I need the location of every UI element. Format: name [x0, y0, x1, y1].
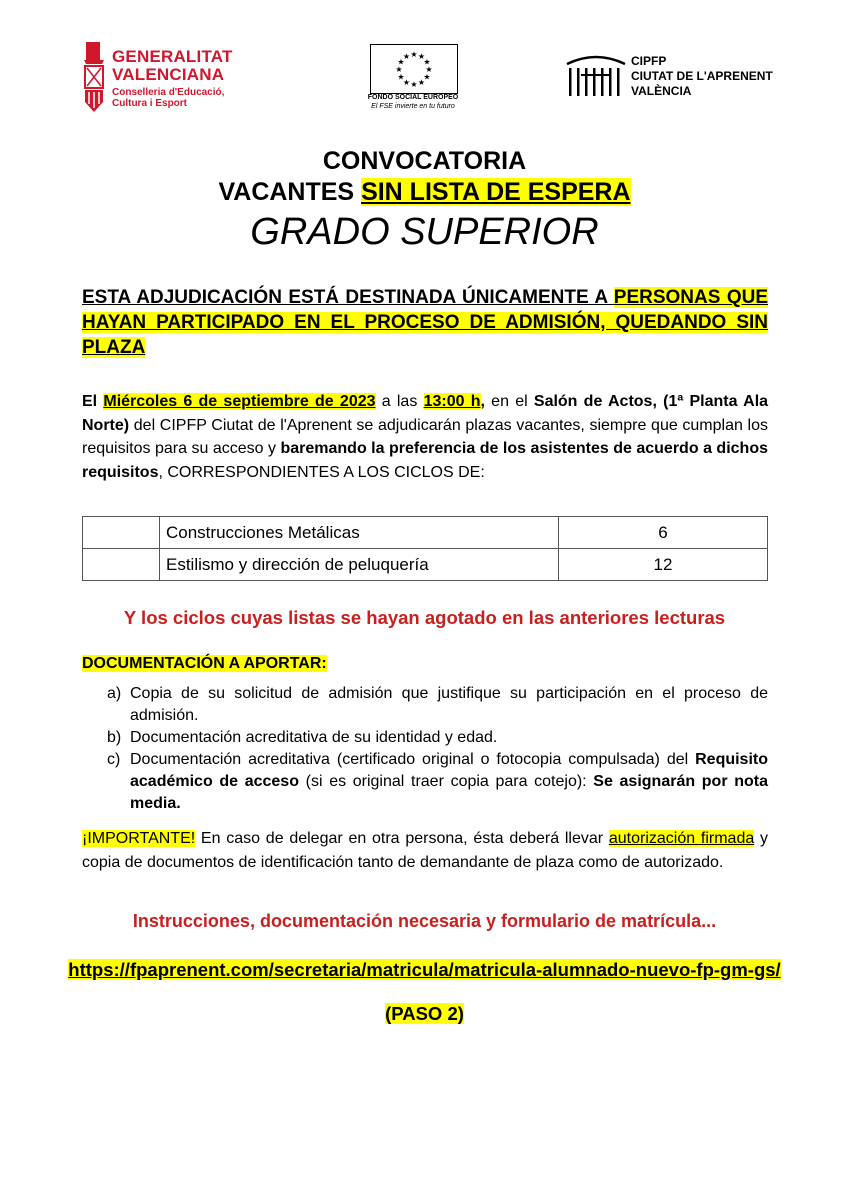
list-item-text: Copia de su solicitud de admisión que justifique su participación en el proceso de admisión.: [130, 685, 768, 724]
documentation-heading: [82, 655, 327, 673]
eu-star-icon: ★: [417, 52, 426, 61]
para-el: El: [82, 393, 104, 410]
list-item-text: Documentación acreditativa (certificado original o fotocopia compulsada) del: [130, 751, 696, 768]
eu-caption: FONDO SOCIAL EUROPEO: [367, 94, 459, 101]
eu-star-icon: ★: [402, 52, 411, 61]
para-location: Salón de Actos, (1ª Planta Ala Norte): [82, 393, 769, 434]
step-label: [0, 1003, 849, 1025]
eu-star-icon: ★: [410, 80, 418, 89]
table-cell-places: 12: [559, 549, 768, 581]
cipfp-building-icon: [565, 50, 627, 98]
list-item-text-b: (si es original traer copia para cotejo):: [298, 773, 594, 790]
cipfp-logo: [565, 50, 773, 110]
table-cell-cycle: Construcciones Metálicas: [160, 517, 559, 549]
eu-star-icon: ★: [397, 57, 405, 67]
title-convocatoria: CONVOCATORIA: [322, 147, 527, 175]
list-item: [82, 727, 768, 749]
notice-text-a: ESTA ADJUDICACIÓN ESTÁ DESTINADA ÚNICAMENTE A: [82, 287, 614, 308]
table-row: [83, 517, 768, 549]
table-cell-cycle: Estilismo y dirección de peluquería: [160, 549, 559, 581]
enrolment-link[interactable]: https://fpaprenent.com/secretaria/matricula/matricula-alumnado-nuevo-fp-gm-gs/: [68, 959, 781, 980]
gv-subtitle-line1: Conselleria d'Educació,: [112, 87, 225, 98]
eu-slogan: El FSE invierte en tu futuro: [371, 103, 455, 110]
title-vacantes: [0, 178, 849, 207]
notice-text-b: PERSONAS QUE HAYAN PARTICIPADO EN EL PROCESO DE ADMISIÓN, QUEDANDO SIN PLAZA: [82, 287, 768, 358]
step-label-text: (PASO 2): [385, 1003, 464, 1024]
para-text-d: , CORRESPONDIENTES A LOS CICLOS DE:: [158, 463, 485, 481]
list-item: [82, 683, 768, 727]
instructions-heading: Instrucciones, documentación necesaria y formulario de matrícula...: [132, 911, 717, 931]
eu-star-icon: ★: [417, 78, 426, 87]
list-item-label: b): [107, 729, 122, 746]
documentation-list: [82, 683, 768, 815]
notice-paragraph: [82, 285, 768, 360]
table-cell-places: 6: [559, 517, 768, 549]
para-time: 13:00 h: [423, 393, 481, 410]
cipfp-name-line3: VALÈNCIA: [631, 84, 692, 98]
para-date: Miércoles 6 de septiembre de 2023: [103, 393, 376, 410]
list-item-label: a): [107, 685, 122, 702]
eu-star-icon: ★: [395, 65, 403, 74]
important-label: ¡IMPORTANTE!: [82, 830, 196, 847]
eu-star-icon: ★: [410, 50, 418, 59]
important-authorization: autorización firmada: [608, 830, 755, 847]
para-text-a: a las: [375, 393, 424, 410]
gv-subtitle-line2: Cultura i Esport: [112, 98, 188, 109]
cycles-table: [82, 516, 768, 581]
para-text-c: del CIPFP Ciutat de l'Aprenent se adjudicarán plazas vacantes, siempre que cumplan los requisitos para su acceso y: [82, 416, 768, 457]
eu-star-icon: ★: [423, 57, 431, 67]
generalitat-valenciana-logo: [82, 40, 262, 120]
list-item-requirement: Requisito académico de acceso: [130, 751, 768, 790]
para-criteria: baremando la preferencia de los asistentes de acuerdo a dichos requisitos: [82, 440, 768, 481]
eu-star-icon: ★: [423, 72, 431, 82]
table-cell-empty: [83, 549, 160, 581]
para-text-b: en el: [484, 393, 534, 410]
gv-title-line2: VALENCIANA: [112, 65, 225, 84]
important-text-a: En caso de delegar en otra persona, ésta deberá llevar: [195, 830, 609, 847]
documentation-heading-text: DOCUMENTACIÓN A APORTAR:: [82, 655, 327, 672]
generalitat-emblem-icon: [82, 42, 108, 114]
list-item-text: Documentación acreditativa de su identidad y edad.: [130, 729, 498, 746]
title-grado-superior: GRADO SUPERIOR: [250, 211, 599, 253]
eu-star-icon: ★: [402, 78, 411, 87]
list-item-note: Se asignarán por nota media.: [130, 773, 768, 812]
enrolment-link-block: [0, 958, 849, 982]
fondo-social-europeo-logo: [362, 44, 472, 114]
para-comma: ,: [480, 393, 485, 410]
table-cell-empty: [83, 517, 160, 549]
title-sin-lista-highlight: SIN LISTA DE ESPERA: [361, 178, 631, 206]
list-item: [82, 749, 768, 815]
eu-star-icon: ★: [425, 65, 433, 74]
title-vacantes-text: VACANTES: [218, 178, 362, 206]
eu-star-icon: ★: [397, 72, 405, 82]
list-item-label: c): [107, 751, 121, 768]
announcement-paragraph: [82, 390, 768, 484]
cipfp-name-line1: CIPFP: [631, 54, 667, 68]
other-cycles-note: Y los ciclos cuyas listas se hayan agotado en las anteriores lecturas: [123, 607, 726, 628]
table-row: [83, 549, 768, 581]
important-paragraph: [82, 827, 768, 874]
important-text-b: y copia de documentos de identificación tanto de demandante de plaza como de autorizado.: [82, 830, 768, 871]
gv-title-line1: GENERALITAT: [112, 47, 233, 66]
eu-flag-icon: [370, 44, 458, 94]
cipfp-name-line2: CIUTAT DE L'APRENENT: [631, 69, 773, 83]
